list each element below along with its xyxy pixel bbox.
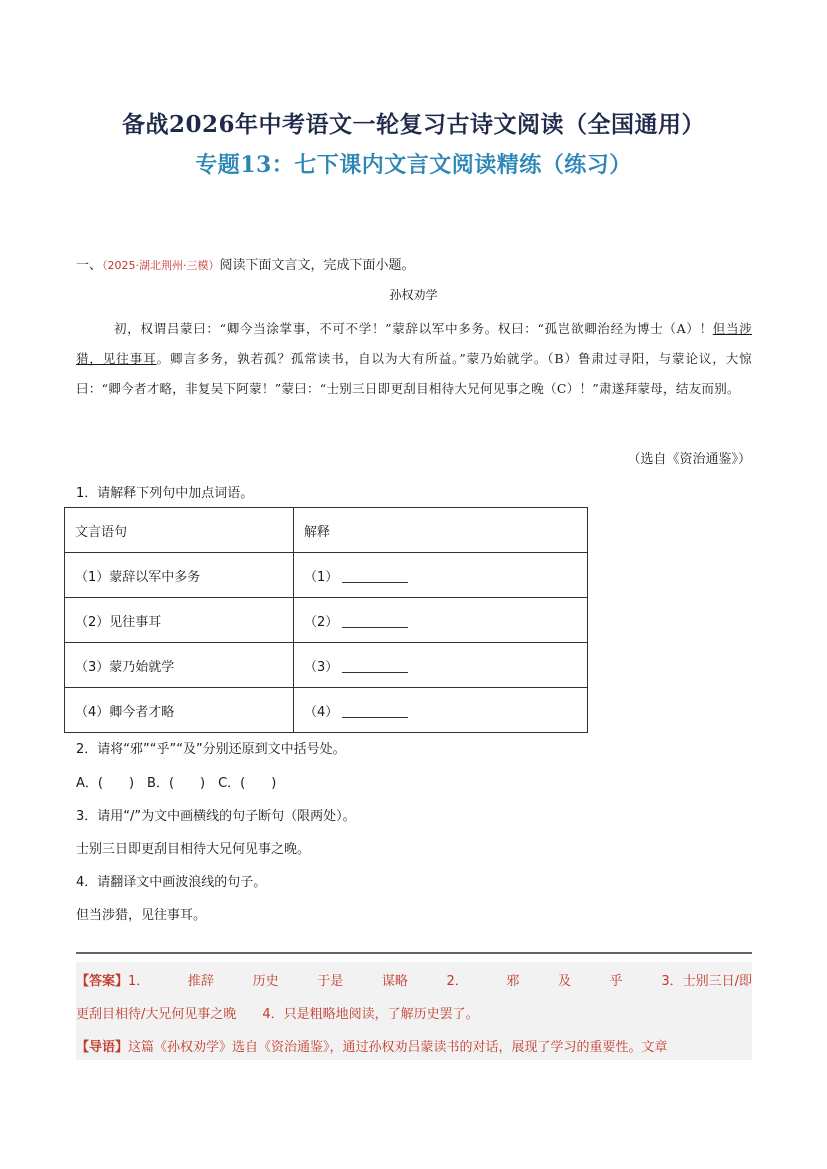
table-row xyxy=(65,553,588,598)
passage-title: 孙权劝学 xyxy=(389,288,438,302)
table-cell-answer xyxy=(294,643,588,688)
question-header xyxy=(76,254,415,273)
passage-part-2: 。卿言多务，孰若孤？孤常读书，自以为大有所益。”蒙乃始就学。（B）鲁肃过寻阳，与蒙论议，大惊曰：“卿今者才略，非复吴下阿蒙！”蒙曰：“士别三日即更刮目相待大兄何见事之晚（C）！”肃遂拜蒙母，结友而别。 xyxy=(76,351,752,396)
table-row xyxy=(65,643,588,688)
answer-blank[interactable] xyxy=(342,568,408,583)
q4-sentence: 但当涉猎，见往事耳。 xyxy=(76,908,207,923)
answer-number: （2） xyxy=(304,614,339,630)
table-cell-sentence: （2）见往事耳 xyxy=(65,598,294,643)
passage-body xyxy=(76,314,752,404)
answer-item: 3．士别三日/即 xyxy=(661,974,752,989)
q4-prompt: 4．请翻译文中画波浪线的句子。 xyxy=(76,875,267,890)
question-source: （2025·湖北荆州·三模） xyxy=(102,259,220,272)
q2-prompt: 2．请将“邪”“乎”“及”分别还原到文中括号处。 xyxy=(76,742,346,757)
answer-item: 谋略 xyxy=(381,974,408,989)
table-cell-sentence: （4）卿今者才略 xyxy=(65,688,294,733)
passage-wavy-sentence: 但当涉猎，见往事耳 xyxy=(76,321,752,366)
q2-options: A．( ) B．( ) C．( ) xyxy=(76,776,277,791)
table-cell-sentence: （1）蒙辞以军中多务 xyxy=(65,553,294,598)
answer-blank[interactable] xyxy=(342,613,408,628)
answer-blank[interactable] xyxy=(342,703,408,718)
answer-item: 邪 xyxy=(506,974,520,989)
answer-item: 历史 xyxy=(252,974,279,989)
passage-part-1: 初，权谓吕蒙曰：“卿今当涂掌事，不可不学！”蒙辞以军中多务。权曰：“孤岂欲卿治经为博士（A）！ xyxy=(114,321,713,336)
answer-line-2: 更刮目相待/大兄何见事之晚 4．只是粗略地阅读，了解历史罢了。 xyxy=(76,1007,479,1022)
answer-item: 推辞 xyxy=(187,974,214,989)
answer-blank[interactable] xyxy=(342,658,408,673)
document-title: 备战2026年中考语文一轮复习古诗文阅读（全国通用） xyxy=(121,111,705,138)
table-cell-sentence: （3）蒙乃始就学 xyxy=(65,643,294,688)
q3-prompt: 3．请用“/”为文中画横线的句子断句（限两处）。 xyxy=(76,809,356,824)
table-cell-answer xyxy=(294,553,588,598)
table-row xyxy=(65,688,588,733)
answer-item: 2． xyxy=(446,974,468,989)
document-subtitle: 专题13：七下课内文言文阅读精练（练习） xyxy=(195,152,632,178)
table-cell-answer xyxy=(294,598,588,643)
answer-number: （4） xyxy=(304,704,339,720)
answer-line-1 xyxy=(76,970,752,989)
question-number: 一、 xyxy=(76,258,103,273)
guide-line xyxy=(76,1036,752,1055)
answer-tag: 【答案】 xyxy=(76,974,129,989)
answer-number: （1） xyxy=(304,569,339,585)
answer-item: 于是 xyxy=(317,974,344,989)
table-header-cell: 文言语句 xyxy=(65,508,294,553)
guide-text: 这篇《孙权劝学》选自《资治通鉴》，通过孙权劝吕蒙读书的对话，展现了学习的重要性。文章 xyxy=(128,1040,668,1055)
section-divider xyxy=(76,952,752,954)
answer-item: 乎 xyxy=(609,974,623,989)
guide-tag: 【导语】 xyxy=(76,1040,129,1055)
terms-table xyxy=(64,507,588,733)
table-header-cell: 解释 xyxy=(294,508,588,553)
table-row xyxy=(65,598,588,643)
answer-item: 及 xyxy=(558,974,572,989)
table-header-row xyxy=(65,508,588,553)
q3-sentence: 士别三日即更刮目相待大兄何见事之晚。 xyxy=(76,842,311,857)
q1-prompt: 1．请解释下列句中加点词语。 xyxy=(76,486,254,501)
passage-citation: （选自《资治通鉴》） xyxy=(627,452,751,467)
question-instruction: 阅读下面文言文，完成下面小题。 xyxy=(219,258,415,273)
table-cell-answer xyxy=(294,688,588,733)
answer-number: （3） xyxy=(304,659,339,675)
answer-item: 1． xyxy=(128,974,150,989)
